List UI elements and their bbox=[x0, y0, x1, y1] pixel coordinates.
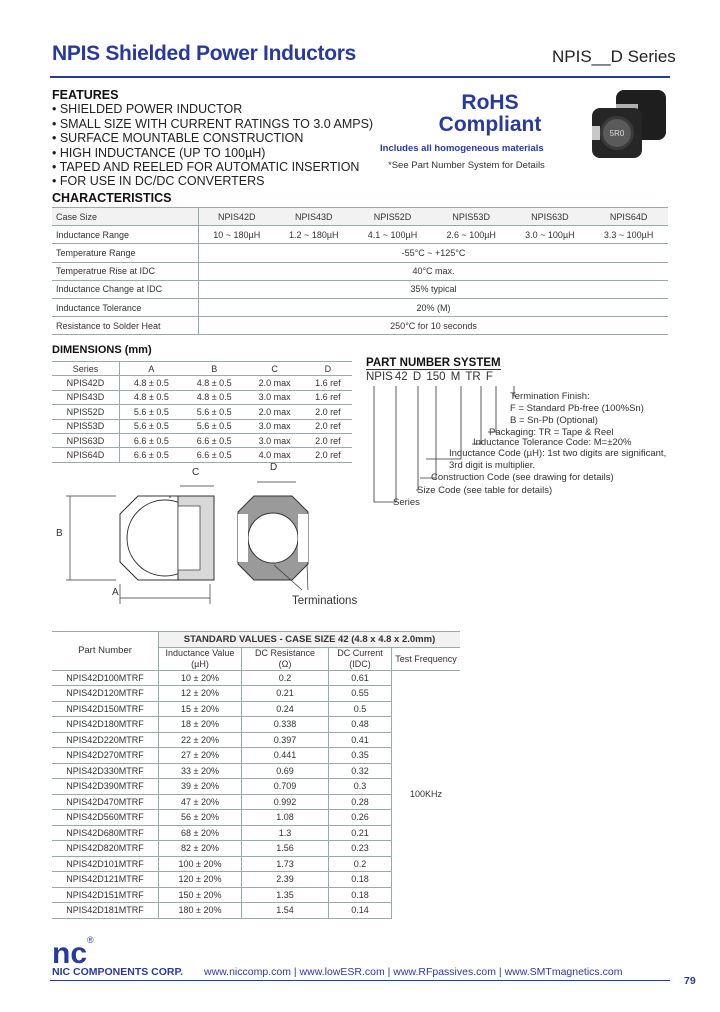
table-cell: 0.992 bbox=[242, 794, 329, 810]
table-cell: 0.48 bbox=[329, 717, 392, 733]
table-cell: NPIS64D bbox=[589, 208, 668, 226]
part-number-desc: Construction Code (see drawing for details) bbox=[431, 472, 614, 483]
features-heading: FEATURES bbox=[52, 88, 119, 102]
table-cell: 120 ± 20% bbox=[159, 872, 242, 888]
feature-item: • HIGH INDUCTANCE (UP TO 100µH) bbox=[52, 145, 266, 160]
table-cell: NPIS42D100MTRF bbox=[52, 670, 159, 686]
table-cell: 1.54 bbox=[242, 903, 329, 919]
table-cell: Temperature Range bbox=[52, 244, 199, 262]
table-cell: 5.6 ± 0.5 bbox=[183, 419, 246, 433]
table-cell: 4.8 ± 0.5 bbox=[183, 390, 246, 404]
separator: | bbox=[498, 966, 502, 978]
table-cell: 56 ± 20% bbox=[159, 810, 242, 826]
table-cell: 1.6 ref bbox=[304, 390, 352, 404]
table-cell: 2.39 bbox=[242, 872, 329, 888]
rohs-badge bbox=[410, 92, 570, 136]
table-cell: Series bbox=[52, 362, 119, 376]
table-cell: NPIS42D220MTRF bbox=[52, 732, 159, 748]
table-row bbox=[52, 208, 668, 226]
table-row bbox=[52, 280, 668, 298]
table-row bbox=[52, 670, 460, 686]
table-cell: NPIS42D820MTRF bbox=[52, 841, 159, 857]
series-label: NPIS__D Series bbox=[552, 47, 676, 66]
table-cell: 6.6 ± 0.5 bbox=[183, 448, 246, 462]
table-cell: NPIS52D bbox=[52, 405, 119, 419]
dimensions-table bbox=[52, 361, 352, 463]
company-name: NIC COMPONENTS CORP. bbox=[52, 966, 184, 978]
part-number-code bbox=[366, 371, 495, 383]
table-cell: 0.18 bbox=[329, 872, 392, 888]
table-cell: 6.6 ± 0.5 bbox=[119, 448, 182, 462]
table-cell: 1.73 bbox=[242, 856, 329, 872]
table-row bbox=[52, 317, 668, 335]
footer-link[interactable]: www.niccomp.com bbox=[204, 966, 291, 978]
table-cell: 3.3 ~ 100µH bbox=[589, 226, 668, 244]
table-title: STANDARD VALUES - CASE SIZE 42 (4.8 x 4.8 x 2.0mm) bbox=[159, 632, 461, 648]
table-cell: 15 ± 20% bbox=[159, 701, 242, 717]
part-number-desc: Packaging: TR = Tape & Reel bbox=[489, 427, 614, 438]
resistance-header: DC Resistance bbox=[254, 647, 316, 658]
table-cell: 3.0 max bbox=[246, 390, 304, 404]
table-cell: 68 ± 20% bbox=[159, 825, 242, 841]
table-cell: NPIS42D151MTRF bbox=[52, 887, 159, 903]
logo-registered-mark: ® bbox=[87, 935, 94, 945]
table-cell: NPIS42D470MTRF bbox=[52, 794, 159, 810]
table-cell: 0.61 bbox=[329, 670, 392, 686]
part-number-desc: 3rd digit is multiplier. bbox=[449, 460, 536, 471]
table-cell: NPIS42D390MTRF bbox=[52, 779, 159, 795]
table-cell: 10 ± 20% bbox=[159, 670, 242, 686]
table-cell: B bbox=[183, 362, 246, 376]
table-cell: 0.14 bbox=[329, 903, 392, 919]
table-cell: Inductance Range bbox=[52, 226, 199, 244]
separator: | bbox=[293, 966, 297, 978]
table-cell: 250°C for 10 seconds bbox=[199, 317, 669, 335]
code-part: D bbox=[412, 371, 422, 383]
table-cell: 2.0 max bbox=[246, 376, 304, 390]
code-part: M bbox=[450, 371, 461, 383]
dimension-drawing bbox=[52, 460, 372, 612]
table-cell: Inductance Tolerance bbox=[52, 298, 199, 316]
table-cell: NPIS64D bbox=[52, 448, 119, 462]
label-b: B bbox=[56, 528, 63, 539]
table-cell: NPIS42D150MTRF bbox=[52, 701, 159, 717]
table-cell: NPIS53D bbox=[52, 419, 119, 433]
table-cell: 3.0 max bbox=[246, 419, 304, 433]
footer-link[interactable]: www.SMTmagnetics.com bbox=[504, 966, 623, 978]
table-cell: NPIS53D bbox=[432, 208, 511, 226]
table-cell: 0.28 bbox=[329, 794, 392, 810]
table-row bbox=[52, 390, 352, 404]
feature-item: • FOR USE IN DC/DC CONVERTERS bbox=[52, 174, 265, 189]
characteristics-heading: CHARACTERISTICS bbox=[52, 191, 172, 205]
table-cell: 4.8 ± 0.5 bbox=[119, 376, 182, 390]
table-row bbox=[52, 419, 352, 433]
footer-link[interactable]: www.RFpassives.com bbox=[393, 966, 496, 978]
feature-item: • SMALL SIZE WITH CURRENT RATINGS TO 3.0 AMPS) bbox=[52, 116, 374, 131]
part-number-desc: Inductance Tolerance Code: M=±20% bbox=[473, 437, 632, 448]
table-cell: D bbox=[304, 362, 352, 376]
table-cell: 4.8 ± 0.5 bbox=[119, 390, 182, 404]
table-header: Test Frequency bbox=[392, 647, 461, 670]
table-cell: 3.0 ~ 100µH bbox=[511, 226, 590, 244]
table-cell: NPIS42D120MTRF bbox=[52, 686, 159, 702]
table-cell: 0.2 bbox=[242, 670, 329, 686]
table-cell: 5.6 ± 0.5 bbox=[119, 419, 182, 433]
separator: | bbox=[387, 966, 391, 978]
table-row bbox=[52, 376, 352, 390]
table-cell: 1.6 ref bbox=[304, 376, 352, 390]
table-cell: NPIS42D bbox=[52, 376, 119, 390]
table-cell: 35% typical bbox=[199, 280, 669, 298]
product-photo bbox=[586, 86, 672, 164]
characteristics-table bbox=[52, 207, 668, 335]
table-row bbox=[52, 405, 352, 419]
table-cell: 0.2 bbox=[329, 856, 392, 872]
table-cell: C bbox=[246, 362, 304, 376]
part-number-heading: PART NUMBER SYSTEM bbox=[366, 357, 501, 369]
table-cell: NPIS63D bbox=[511, 208, 590, 226]
code-part: 150 bbox=[426, 371, 446, 383]
table-cell: 2.0 ref bbox=[304, 433, 352, 447]
code-part: NPIS bbox=[366, 371, 393, 383]
footer-rule bbox=[50, 980, 670, 981]
table-cell: Resistance to Solder Heat bbox=[52, 317, 199, 335]
table-cell: -55°C ~ +125°C bbox=[199, 244, 669, 262]
table-cell: 5.6 ± 0.5 bbox=[119, 405, 182, 419]
logo-text: nc bbox=[52, 937, 88, 967]
table-cell: Temperatrue Rise at IDC bbox=[52, 262, 199, 280]
table-cell: NPIS42D121MTRF bbox=[52, 872, 159, 888]
table-cell: 4.1 ~ 100µH bbox=[353, 226, 432, 244]
part-number-desc: Inductance Code (µH): 1st two digits are significant, bbox=[449, 448, 667, 459]
table-cell: 0.35 bbox=[329, 748, 392, 764]
header-rule bbox=[50, 76, 670, 78]
feature-item: • SURFACE MOUNTABLE CONSTRUCTION bbox=[52, 131, 304, 146]
table-cell: 10 ~ 180µH bbox=[199, 226, 275, 244]
table-cell: NPIS42D101MTRF bbox=[52, 856, 159, 872]
page-number: 79 bbox=[684, 975, 696, 987]
nic-logo bbox=[52, 933, 100, 967]
label-d: D bbox=[270, 462, 278, 473]
table-cell: 0.338 bbox=[242, 717, 329, 733]
table-cell: 1.3 bbox=[242, 825, 329, 841]
table-cell: 3.0 max bbox=[246, 433, 304, 447]
table-cell: 4.0 max bbox=[246, 448, 304, 462]
table-cell: 27 ± 20% bbox=[159, 748, 242, 764]
footer-links bbox=[204, 966, 622, 978]
table-cell: 2.0 ref bbox=[304, 419, 352, 433]
table-cell: NPIS42D330MTRF bbox=[52, 763, 159, 779]
table-row bbox=[52, 244, 668, 262]
product-marking: 5R0 bbox=[609, 129, 625, 138]
table-row bbox=[52, 262, 668, 280]
label-c: C bbox=[192, 467, 200, 478]
table-header: Part Number bbox=[52, 632, 159, 671]
table-cell: 47 ± 20% bbox=[159, 794, 242, 810]
table-cell: 0.32 bbox=[329, 763, 392, 779]
table-cell: 0.69 bbox=[242, 763, 329, 779]
rohs-subtitle: Includes all homogeneous materials bbox=[380, 143, 544, 154]
footer-link[interactable]: www.lowESR.com bbox=[299, 966, 385, 978]
table-cell: 18 ± 20% bbox=[159, 717, 242, 733]
table-header bbox=[329, 647, 392, 670]
table-cell: 0.21 bbox=[329, 825, 392, 841]
table-cell: NPIS43D bbox=[274, 208, 353, 226]
table-cell: 100 ± 20% bbox=[159, 856, 242, 872]
table-cell: 1.2 ~ 180µH bbox=[274, 226, 353, 244]
table-cell: 0.23 bbox=[329, 841, 392, 857]
rohs-title: RoHS bbox=[461, 91, 519, 114]
table-cell: 0.26 bbox=[329, 810, 392, 826]
table-cell: 0.397 bbox=[242, 732, 329, 748]
inductance-header: Inductance Value bbox=[165, 647, 235, 658]
rohs-note: *See Part Number System for Details bbox=[388, 160, 545, 171]
table-cell: NPIS42D bbox=[199, 208, 275, 226]
code-part: F bbox=[485, 371, 493, 383]
feature-item: • SHIELDED POWER INDUCTOR bbox=[52, 102, 243, 117]
table-cell: Inductance Change at IDC bbox=[52, 280, 199, 298]
rohs-compliant: Compliant bbox=[438, 113, 542, 136]
table-cell: 1.56 bbox=[242, 841, 329, 857]
current-unit: (IDC) bbox=[349, 658, 371, 669]
table-cell: 20% (M) bbox=[199, 298, 669, 316]
table-cell: 82 ± 20% bbox=[159, 841, 242, 857]
table-cell: 150 ± 20% bbox=[159, 887, 242, 903]
table-cell: 4.8 ± 0.5 bbox=[183, 376, 246, 390]
part-number-desc: Series bbox=[393, 497, 420, 508]
table-header bbox=[242, 647, 329, 670]
table-row bbox=[52, 226, 668, 244]
table-cell: 0.441 bbox=[242, 748, 329, 764]
table-cell: NPIS63D bbox=[52, 433, 119, 447]
table-cell: 2.0 ref bbox=[304, 405, 352, 419]
table-cell: NPIS42D181MTRF bbox=[52, 903, 159, 919]
table-row bbox=[52, 632, 460, 648]
label-a: A bbox=[112, 587, 119, 598]
table-cell: 2.6 ~ 100µH bbox=[432, 226, 511, 244]
current-header: DC Current bbox=[337, 647, 383, 658]
table-cell: 2.0 ref bbox=[304, 448, 352, 462]
table-cell: NPIS43D bbox=[52, 390, 119, 404]
part-number-desc: Size Code (see table for details) bbox=[417, 485, 553, 496]
table-cell: NPIS42D560MTRF bbox=[52, 810, 159, 826]
table-cell: 0.5 bbox=[329, 701, 392, 717]
part-number-desc: F = Standard Pb-free (100%Sn) bbox=[510, 403, 644, 414]
part-number-desc: B = Sn-Pb (Optional) bbox=[510, 415, 598, 426]
code-part: 42 bbox=[394, 371, 408, 383]
table-cell: 33 ± 20% bbox=[159, 763, 242, 779]
table-cell: 0.21 bbox=[242, 686, 329, 702]
table-cell: 6.6 ± 0.5 bbox=[183, 433, 246, 447]
table-cell: 22 ± 20% bbox=[159, 732, 242, 748]
table-cell: 12 ± 20% bbox=[159, 686, 242, 702]
table-cell: NPIS42D180MTRF bbox=[52, 717, 159, 733]
table-row bbox=[52, 362, 352, 376]
features-section bbox=[52, 88, 373, 189]
part-number-desc: Termination Finish: bbox=[510, 391, 590, 402]
table-cell: 180 ± 20% bbox=[159, 903, 242, 919]
standard-values-table bbox=[52, 631, 460, 919]
table-cell: 0.41 bbox=[329, 732, 392, 748]
test-frequency: 100KHz bbox=[409, 789, 443, 800]
table-cell: 2.0 max bbox=[246, 405, 304, 419]
table-cell: 0.18 bbox=[329, 887, 392, 903]
page-title: NPIS Shielded Power Inductors bbox=[52, 42, 357, 65]
table-cell: 0.3 bbox=[329, 779, 392, 795]
table-cell: 0.55 bbox=[329, 686, 392, 702]
dimensions-heading: DIMENSIONS (mm) bbox=[52, 344, 152, 356]
table-cell: 40°C max. bbox=[199, 262, 669, 280]
table-header bbox=[159, 647, 242, 670]
table-cell: A bbox=[119, 362, 182, 376]
table-row bbox=[52, 433, 352, 447]
table-cell: NPIS42D270MTRF bbox=[52, 748, 159, 764]
inductance-unit: (µH) bbox=[191, 658, 209, 669]
table-cell: 39 ± 20% bbox=[159, 779, 242, 795]
terminations-label: Terminations bbox=[292, 595, 358, 607]
table-cell: Case Size bbox=[52, 208, 199, 226]
table-cell: 0.709 bbox=[242, 779, 329, 795]
table-row bbox=[52, 298, 668, 316]
table-cell: 5.6 ± 0.5 bbox=[183, 405, 246, 419]
resistance-unit: (Ω) bbox=[278, 658, 292, 669]
table-cell: 0.24 bbox=[242, 701, 329, 717]
table-cell: 1.35 bbox=[242, 887, 329, 903]
table-cell: 6.6 ± 0.5 bbox=[119, 433, 182, 447]
table-cell: NPIS52D bbox=[353, 208, 432, 226]
code-part: TR bbox=[465, 371, 481, 383]
feature-item: • TAPED AND REELED FOR AUTOMATIC INSERTION bbox=[52, 160, 360, 175]
table-cell: 1.08 bbox=[242, 810, 329, 826]
table-cell: NPIS42D680MTRF bbox=[52, 825, 159, 841]
